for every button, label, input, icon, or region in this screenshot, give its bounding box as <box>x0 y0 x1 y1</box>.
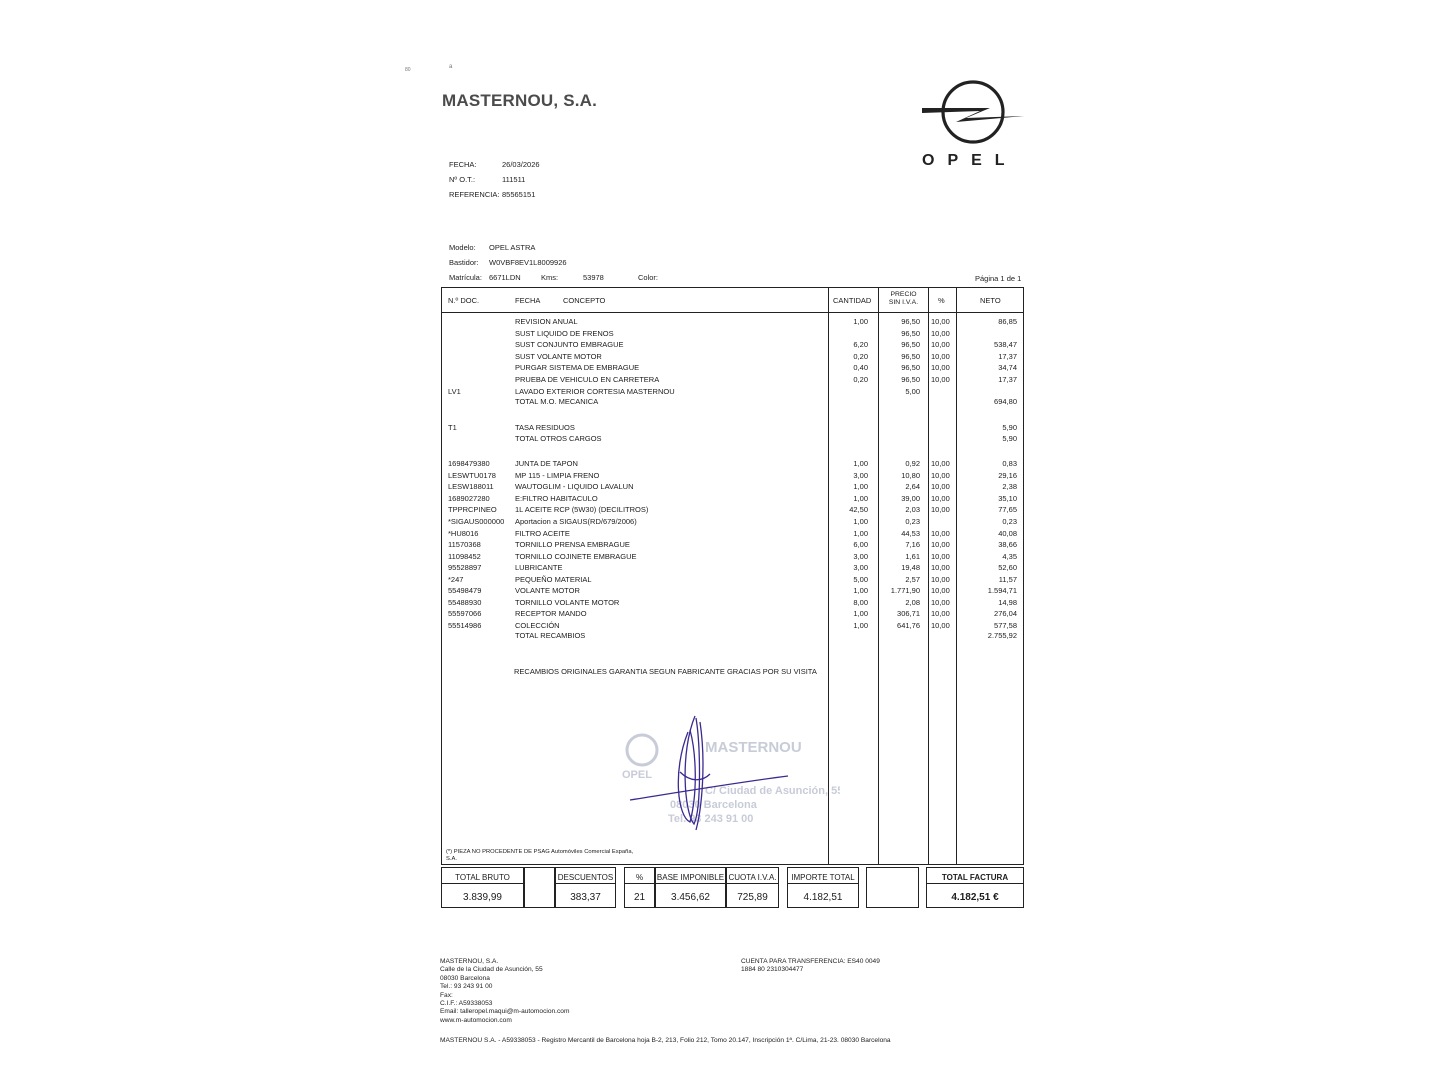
neto-cell: 77,65 <box>998 505 1017 514</box>
company-name: MASTERNOU, S.A. <box>442 91 598 110</box>
precio-cell: 19,48 <box>901 563 920 572</box>
cantidad-cell: 1,00 <box>853 529 868 538</box>
doc-cell: *HU8016 <box>448 529 479 538</box>
precio-cell: 2,57 <box>905 575 920 584</box>
pct-cell: 10,00 <box>931 482 950 491</box>
concepto-cell: RECEPTOR MANDO <box>515 609 587 618</box>
doc-cell: 1689027280 <box>448 494 490 503</box>
doc-cell: 11570368 <box>448 540 481 549</box>
cantidad-cell: 3,00 <box>853 563 868 572</box>
concepto-cell: PURGAR SISTEMA DE EMBRAGUE <box>515 363 640 372</box>
concepto-cell: COLECCIÓN <box>515 621 560 630</box>
registry-line: MASTERNOU S.A. - A59338053 - Registro Mercantil de Barcelona hoja B-2, 213, Folio 212, Tomo 20.147, Inscripción 1ª. C/Lima, 21-23. 08030 Barcelona <box>440 1037 891 1044</box>
total-factura-value: 4.182,51 € <box>951 892 999 903</box>
cantidad-cell: 3,00 <box>853 552 868 561</box>
concepto-cell: PEQUEÑO MATERIAL <box>515 575 592 584</box>
footer-company-info <box>440 958 569 1025</box>
precio-cell: 306,71 <box>897 609 920 618</box>
precio-cell: 1.771,90 <box>890 586 920 595</box>
cantidad-cell: 6,20 <box>853 340 868 349</box>
stamp-signature-graphic <box>610 712 840 836</box>
kms-value: 53978 <box>583 273 604 282</box>
table-row <box>442 328 1023 339</box>
descuentos-label: DESCUENTOS <box>557 873 614 882</box>
table-row <box>442 339 1023 350</box>
cantidad-cell: 0,40 <box>853 363 868 372</box>
cantidad-cell: 1,00 <box>853 586 868 595</box>
table-row <box>442 481 1023 492</box>
concepto-cell: SUST CONJUNTO EMBRAGUE <box>515 340 624 349</box>
cantidad-cell: 1,00 <box>853 317 868 326</box>
concepto-cell: LUBRICANTE <box>515 563 563 572</box>
modelo-label: Modelo: <box>449 243 476 252</box>
doc-cell: 11098452 <box>448 552 481 561</box>
table-row <box>442 574 1023 585</box>
brand-wordmark: OPEL <box>922 152 1018 169</box>
total-bruto-value: 3.839,99 <box>463 892 502 903</box>
pct-cell: 10,00 <box>931 317 950 326</box>
concepto-cell: WAUTOGLIM - LIQUIDO LAVALUN <box>515 482 634 491</box>
concepto-cell: TOTAL OTROS CARGOS <box>515 434 602 443</box>
footnote: (*) PIEZA NO PROCEDENTE DE PSAG Automóviles Comercial España, S.A. <box>446 849 634 862</box>
doc-cell: 55488930 <box>448 598 482 607</box>
fecha-label: FECHA: <box>449 160 477 169</box>
doc-cell: *247 <box>448 575 464 584</box>
cantidad-cell: 1,00 <box>853 609 868 618</box>
neto-cell: 52,60 <box>998 563 1017 572</box>
importe-total-value: 4.182,51 <box>803 892 843 903</box>
precio-cell: 0,23 <box>905 517 920 526</box>
footer-line: Email: talleropel.maqui@m-automocion.com <box>440 1008 570 1016</box>
table-row <box>442 458 1023 469</box>
base-imponible-label: BASE IMPONIBLE <box>656 873 725 882</box>
neto-cell: 14,98 <box>998 598 1017 607</box>
precio-cell: 96,50 <box>901 329 920 338</box>
table-row <box>442 630 1023 641</box>
cuota-iva-label: CUOTA I.V.A. <box>728 873 777 882</box>
concepto-cell: PRUEBA DE VEHICULO EN CARRETERA <box>515 375 660 384</box>
pct-cell: 10,00 <box>931 529 950 538</box>
cantidad-cell: 42,50 <box>849 505 868 514</box>
precio-cell: 7,16 <box>905 540 920 549</box>
stamp-line4: Tel. 93 243 91 00 <box>668 813 754 825</box>
table-row <box>442 528 1023 539</box>
iva-pct-value: 21 <box>633 892 646 903</box>
pct-cell: 10,00 <box>931 375 950 384</box>
concepto-cell: JUNTA DE TAPON <box>515 459 578 468</box>
pct-cell: 10,00 <box>931 621 950 630</box>
precio-cell: 2,08 <box>905 598 920 607</box>
table-row <box>442 351 1023 362</box>
col-pct: % <box>938 296 945 305</box>
concepto-cell: FILTRO ACEITE <box>515 529 570 538</box>
neto-cell: 1.594,71 <box>987 586 1017 595</box>
footer-line: MASTERNOU, S.A. <box>440 958 499 965</box>
opel-blitz-icon <box>920 80 1026 150</box>
neto-cell: 86,85 <box>998 317 1017 326</box>
scan-mark: a <box>449 64 453 70</box>
doc-cell: T1 <box>448 423 457 432</box>
descuentos-value: 383,37 <box>570 892 601 903</box>
precio-cell: 5,00 <box>905 387 920 396</box>
matricula-label: Matrícula: <box>449 273 482 282</box>
concepto-cell: TOTAL RECAMBIOS <box>515 631 586 640</box>
pct-cell: 10,00 <box>931 586 950 595</box>
cantidad-cell: 8,00 <box>853 598 868 607</box>
importe-total-box <box>787 867 859 908</box>
concepto-cell: SUST VOLANTE MOTOR <box>515 352 602 361</box>
doc-cell: *SIGAUS000000 <box>448 517 505 526</box>
neto-cell: 577,58 <box>994 621 1017 630</box>
doc-cell: 55498479 <box>448 586 482 595</box>
precio-cell: 10,80 <box>901 471 920 480</box>
page-indicator: Página 1 de 1 <box>975 274 1022 283</box>
opel-logo <box>920 80 1026 172</box>
doc-cell: 1698479380 <box>448 459 490 468</box>
table-row <box>442 585 1023 596</box>
doc-cell: LESWTU0178 <box>448 471 496 480</box>
bastidor-label: Bastidor: <box>449 258 479 267</box>
table-row <box>442 396 1023 407</box>
total-factura-label: TOTAL FACTURA <box>941 873 1009 882</box>
stamp-line2: C/ Ciudad de Asunción, 55 <box>705 785 840 797</box>
precio-cell: 96,50 <box>901 375 920 384</box>
precio-cell: 44,53 <box>901 529 920 538</box>
total-factura-box <box>926 867 1024 908</box>
table-row <box>442 433 1023 444</box>
cantidad-cell: 1,00 <box>853 621 868 630</box>
thanks-note: RECAMBIOS ORIGINALES GARANTIA SEGUN FABRICANTE GRACIAS POR SU VISITA <box>514 667 817 676</box>
concepto-cell: REVISION ANUAL <box>515 317 578 326</box>
base-imponible-value: 3.456,62 <box>671 892 710 903</box>
doc-cell: 55514986 <box>448 621 482 630</box>
color-label: Color: <box>638 273 659 282</box>
pct-cell: 10,00 <box>931 329 950 338</box>
cantidad-cell: 1,00 <box>853 459 868 468</box>
neto-cell: 2,38 <box>1002 482 1017 491</box>
col-cantidad: CANTIDAD <box>833 296 872 305</box>
neto-cell: 694,80 <box>994 397 1017 406</box>
concepto-cell: TORNILLO COJINETE EMBRAGUE <box>515 552 637 561</box>
total-bruto-box <box>441 867 524 908</box>
referencia-value: 85565151 <box>502 190 536 199</box>
footer-line: 08030 Barcelona <box>440 974 490 982</box>
bastidor-value: W0VBF8EV1L8009926 <box>489 258 567 267</box>
stamp-brand: OPEL <box>622 769 652 781</box>
precio-cell: 96,50 <box>901 317 920 326</box>
footer-line: CUENTA PARA TRANSFERENCIA: ES40 0049 <box>741 958 880 965</box>
cantidad-cell: 0,20 <box>853 352 868 361</box>
neto-cell: 5,90 <box>1002 423 1017 432</box>
neto-cell: 4,35 <box>1002 552 1017 561</box>
precio-cell: 96,50 <box>901 363 920 372</box>
table-row <box>442 316 1023 327</box>
neto-cell: 29,16 <box>998 471 1017 480</box>
concepto-cell: MP 115 - LIMPIA FRENO <box>515 471 600 480</box>
pct-cell: 10,00 <box>931 352 950 361</box>
cantidad-cell: 1,00 <box>853 482 868 491</box>
company-stamp <box>610 712 840 836</box>
cantidad-cell: 5,00 <box>853 575 868 584</box>
doc-cell: LESW188011 <box>448 482 494 491</box>
descuentos-box <box>555 867 616 908</box>
neto-cell: 2.755,92 <box>987 631 1017 640</box>
concepto-cell: TORNILLO PRENSA EMBRAGUE <box>515 540 630 549</box>
precio-cell: 641,76 <box>897 621 920 630</box>
concepto-cell: E:FILTRO HABITACULO <box>515 494 598 503</box>
neto-cell: 40,08 <box>998 529 1017 538</box>
table-row <box>442 539 1023 550</box>
table-row <box>442 597 1023 608</box>
iva-pct-box <box>624 867 655 908</box>
precio-cell: 1,61 <box>905 552 920 561</box>
matricula-value: 6671LDN <box>489 273 521 282</box>
concepto-cell: VOLANTE MOTOR <box>515 586 580 595</box>
neto-cell: 17,37 <box>998 375 1017 384</box>
doc-cell: 95528897 <box>448 563 482 572</box>
footer-line: Fax: <box>440 991 453 999</box>
doc-cell: 55597066 <box>448 609 482 618</box>
pct-cell: 10,00 <box>931 552 950 561</box>
neto-cell: 5,90 <box>1002 434 1017 443</box>
precio-cell: 0,92 <box>905 459 920 468</box>
pct-cell: 10,00 <box>931 459 950 468</box>
referencia-label: REFERENCIA: <box>449 190 500 199</box>
iva-pct-label: % <box>635 873 644 882</box>
table-row <box>442 493 1023 504</box>
col-fecha: FECHA <box>515 296 541 305</box>
doc-cell: LV1 <box>448 387 461 396</box>
table-row <box>442 516 1023 527</box>
footer-line: C.I.F.: A59338053 <box>440 1000 493 1008</box>
base-imponible-box <box>655 867 726 908</box>
table-row <box>442 362 1023 373</box>
cantidad-cell: 3,00 <box>853 471 868 480</box>
neto-cell: 35,10 <box>998 494 1017 503</box>
pct-cell: 10,00 <box>931 471 950 480</box>
ot-value: 111511 <box>502 175 526 184</box>
cantidad-cell: 6,00 <box>853 540 868 549</box>
neto-cell: 276,04 <box>994 609 1017 618</box>
concepto-cell: TOTAL M.O. MECANICA <box>515 397 599 406</box>
footer-line: www.m-automocion.com <box>440 1016 512 1024</box>
concepto-cell: Aportacion a SIGAUS(RD/679/2006) <box>515 517 637 526</box>
stamp-line1: MASTERNOU <box>705 739 802 756</box>
concepto-cell: TORNILLO VOLANTE MOTOR <box>515 598 620 607</box>
pct-cell: 10,00 <box>931 363 950 372</box>
concepto-cell: LAVADO EXTERIOR CORTESIA MASTERNOU <box>515 387 675 396</box>
footer-line: 1884 80 2310304477 <box>741 966 804 974</box>
footer-bank-info <box>741 958 880 975</box>
neto-cell: 34,74 <box>998 363 1017 372</box>
table-row <box>442 422 1023 433</box>
stamp-line3: 08030 Barcelona <box>670 799 757 811</box>
neto-cell: 0,83 <box>1002 459 1017 468</box>
importe-total-label: IMPORTE TOTAL <box>791 873 855 882</box>
concepto-cell: SUST LIQUIDO DE FRENOS <box>515 329 614 338</box>
table-row <box>442 562 1023 573</box>
scan-mark: 80 <box>405 67 411 73</box>
cantidad-cell: 1,00 <box>853 517 868 526</box>
pct-cell: 10,00 <box>931 563 950 572</box>
precio-cell: 2,03 <box>905 505 920 514</box>
neto-cell: 38,66 <box>998 540 1017 549</box>
neto-cell: 17,37 <box>998 352 1017 361</box>
pct-cell: 10,00 <box>931 598 950 607</box>
total-bruto-label: TOTAL BRUTO <box>455 873 510 882</box>
col-neto: NETO <box>980 296 1001 305</box>
cantidad-cell: 0,20 <box>853 375 868 384</box>
pct-cell: 10,00 <box>931 575 950 584</box>
pct-cell: 10,00 <box>931 540 950 549</box>
table-row <box>442 374 1023 385</box>
concepto-cell: 1L ACEITE RCP (5W30) (DECILITROS) <box>515 505 649 514</box>
col-doc: N.º DOC. <box>448 296 480 305</box>
neto-cell: 538,47 <box>994 340 1017 349</box>
pct-cell: 10,00 <box>931 609 950 618</box>
precio-cell: 39,00 <box>901 494 920 503</box>
cuota-iva-value: 725,89 <box>737 892 768 903</box>
precio-cell: 96,50 <box>901 340 920 349</box>
table-row <box>442 551 1023 562</box>
table-row <box>442 608 1023 619</box>
pct-cell: 10,00 <box>931 494 950 503</box>
col-concepto: CONCEPTO <box>563 296 606 305</box>
cuota-iva-box <box>726 867 779 908</box>
precio-cell: 96,50 <box>901 352 920 361</box>
col-precio: PRECIO SIN I.V.A. <box>888 291 919 306</box>
ot-label: Nº O.T.: <box>449 175 476 184</box>
pct-cell: 10,00 <box>931 340 950 349</box>
footer-line: Calle de la Ciudad de Asunción, 55 <box>440 966 543 974</box>
footer-line: Tel.: 93 243 91 00 <box>440 983 493 991</box>
doc-cell: TPPRCPINEO <box>448 505 497 514</box>
empty-box <box>524 867 555 908</box>
precio-cell: 2,64 <box>905 482 920 491</box>
empty-box <box>866 867 919 908</box>
cantidad-cell: 1,00 <box>853 494 868 503</box>
concepto-cell: TASA RESIDUOS <box>515 423 575 432</box>
kms-label: Kms: <box>541 273 559 282</box>
neto-cell: 11,57 <box>998 575 1017 584</box>
pct-cell: 10,00 <box>931 505 950 514</box>
fecha-value: 26/03/2026 <box>502 160 540 169</box>
modelo-value: OPEL ASTRA <box>489 243 536 252</box>
table-row <box>442 470 1023 481</box>
neto-cell: 0,23 <box>1002 517 1017 526</box>
table-row <box>442 504 1023 515</box>
